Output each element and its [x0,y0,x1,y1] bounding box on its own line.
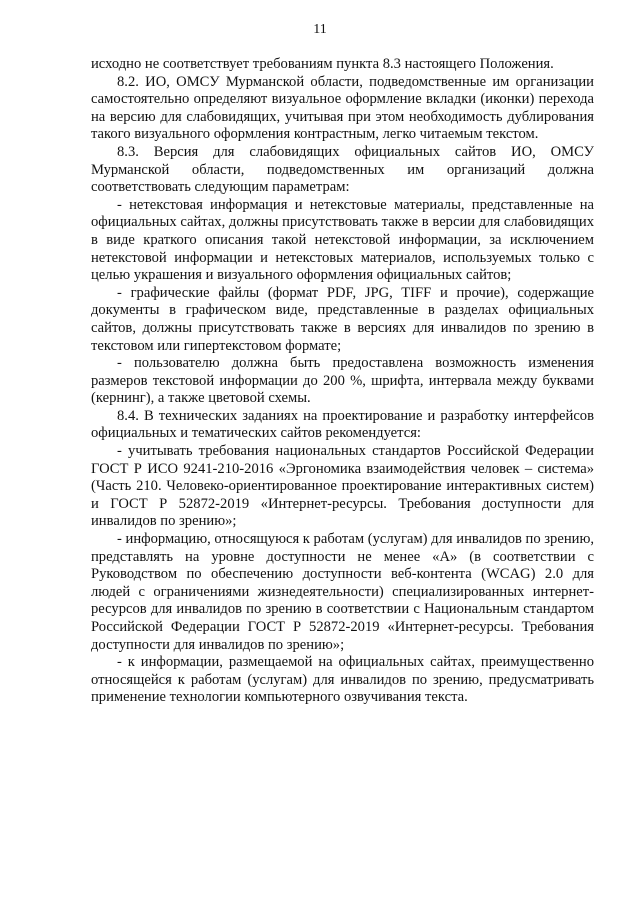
list-item: - к информации, размещаемой на официальных сайтах, преимущественно относящейся к работам (услугам) для инвалидов по зрению, предусматривать применение технологии компьютерного озвучивания текста. [91,654,594,706]
list-item: - учитывать требования национальных стандартов Российской Федерации ГОСТ Р ИСО 9241-210-2016 «Эргономика взаимодействия человек – система» (Часть 210. Человеко-ориентированное проектирование интерактивных систем) и ГОСТ Р 52872-2019 «Интернет-ресурсы. Требования доступности для инвалидов по зрению»; [91,443,594,530]
list-item: - пользователю должна быть предоставлена возможность изменения размеров текстовой информации до 200 %, шрифта, интервала между буквами (кернинг), а также цветовой схемы. [91,355,594,407]
list-item: - нетекстовая информация и нетекстовые материалы, представленные на официальных сайтах, должны присутствовать также в версии для слабовидящих в виде краткого описания такой нетекстовой информации, за исключением нетекстовой информации и нетекстовых материалов, используемых только с целью украшения и визуального оформления официальных сайтов; [91,196,594,284]
paragraph: 8.3. Версия для слабовидящих официальных сайтов ИО, ОМСУ Мурманской области, подведомственных им организаций должна соответствовать следующим параметрам: [91,143,594,196]
paragraph: 8.4. В технических заданиях на проектирование и разработку интерфейсов официальных и тематических сайтов рекомендуется: [91,407,594,442]
list-item: - графические файлы (формат PDF, JPG, TIFF и прочие), содержащие документы в графическом виде, представленные в разделах официальных сайтов, должны присутствовать также в версиях для инвалидов по зрению в текстовом или гипертекстовом формате; [91,284,594,354]
paragraph: 8.2. ИО, ОМСУ Мурманской области, подведомственные им организации самостоятельно определяют визуальное оформление вкладки (иконки) перехода на версию для слабовидящих, учитывая при этом необходимость дублирования такого визуального оформления контрастным, легко читаемым текстом. [91,73,594,143]
page-number: 11 [313,22,327,37]
list-item: - информацию, относящуюся к работам (услугам) для инвалидов по зрению, представлять на уровне доступности не менее «A» (в соответствии с Руководством по обеспечению доступности веб-контента (WCAG) 2.0 для людей с ограничениями жизнедеятельности) специализированных интернет-ресурсов для инвалидов по зрению в соответствии с Национальным стандартом Российской Федерации ГОСТ Р 52872-2019 «Интернет-ресурсы. Требования доступности для инвалидов по зрению»; [91,531,594,653]
paragraph: исходно не соответствует требованиям пункта 8.3 настоящего Положения. [91,56,554,72]
body-text [91,56,594,707]
